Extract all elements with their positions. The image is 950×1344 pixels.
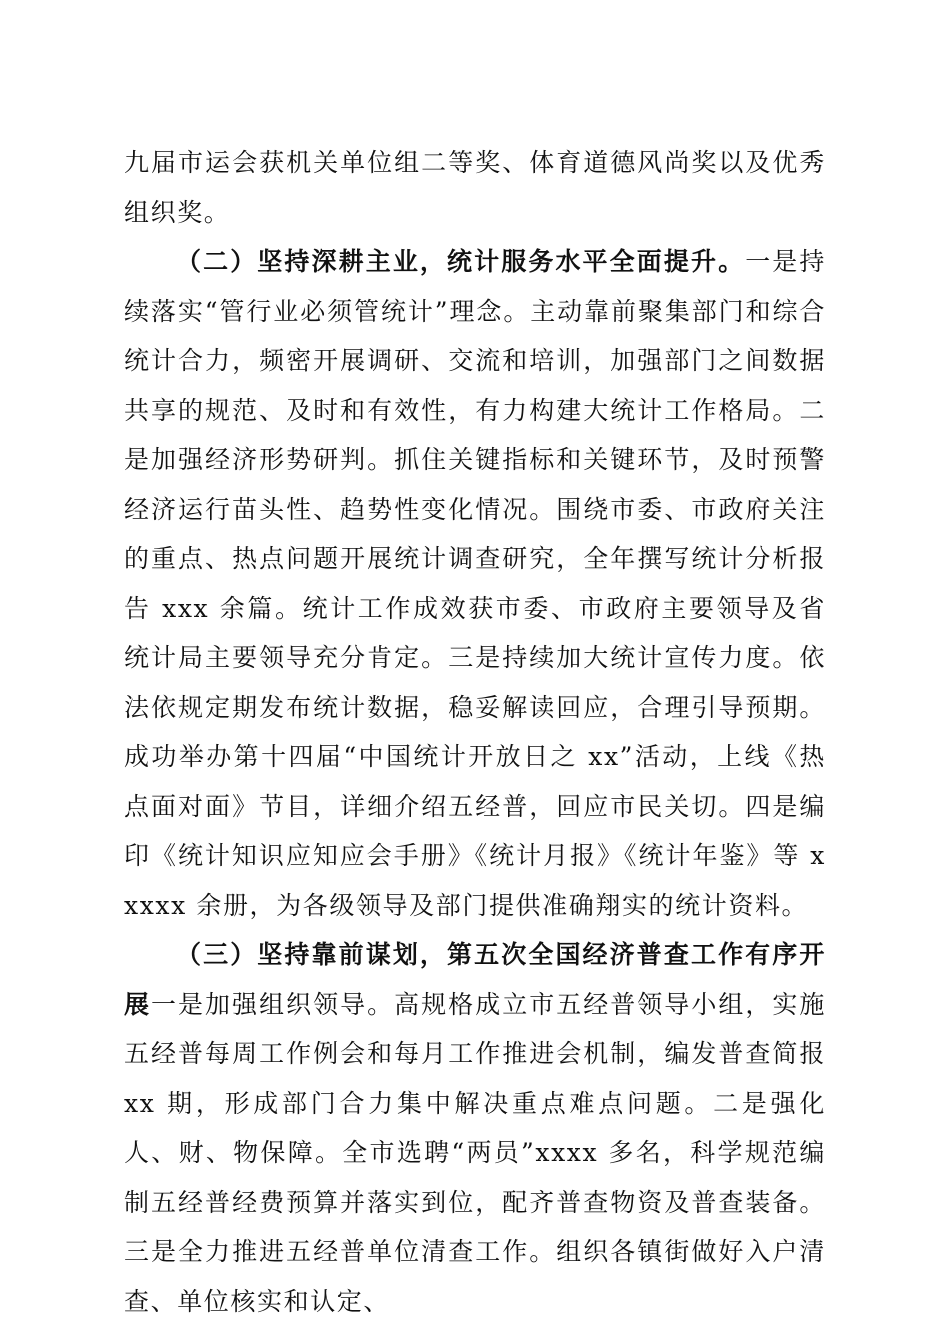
section-heading-3: （三）坚持靠前谋划，第五次全国经济普查工作有序开展 xyxy=(124,940,826,1019)
paragraph-section-3 xyxy=(124,930,826,1326)
paragraph-text: 一是持续落实“管行业必须管统计”理念。主动靠前聚集部门和综合统计合力，频密开展调研、交流和培训，加强部门之间数据共享的规范、及时和有效性，有力构建大统计工作格局。二是加强经济形势研判。抓住关键指标和关键环节，及时预警经济运行苗头性、趋势性变化情况。围绕市委、市政府关注的重点、热点问题开展统计调查研究，全年撰写统计分析报告 xxx 余篇。统计工作成效获市委、市政府主要领导及省统计局主要领导充分肯定。三是持续加大统计宣传力度。依法依规定期发布统计数据，稳妥解读回应，合理引导预期。成功举办第十四届“中国统计开放日之 xx”活动，上线《热点面对面》节目，详细介绍五经普，回应市民关切。四是编印《统计知识应知应会手册》《统计月报》《统计年鉴》等 xxxxx 余册，为各级领导及部门提供准确翔实的统计资料。 xyxy=(124,247,826,920)
section-heading-2: （二）坚持深耕主业，统计服务水平全面提升。 xyxy=(176,247,746,276)
paragraph-continuation xyxy=(124,138,826,237)
document-body xyxy=(124,138,826,1326)
paragraph-text: 一是加强组织领导。高规格成立市五经普领导小组，实施五经普每周工作例会和每月工作推进会机制，编发普查简报 xx 期，形成部门合力集中解决重点难点问题。二是强化人、财、物保障。全市选聘“两员”xxxx 多名，科学规范编制五经普经费预算并落实到位，配齐普查物资及普查装备。三是全力推进五经普单位清查工作。组织各镇街做好入户清查、单位核实和认定、 xyxy=(124,989,826,1316)
paragraph-text: 九届市运会获机关单位组二等奖、体育道德风尚奖以及优秀组织奖。 xyxy=(124,148,826,227)
paragraph-section-2 xyxy=(124,237,826,930)
